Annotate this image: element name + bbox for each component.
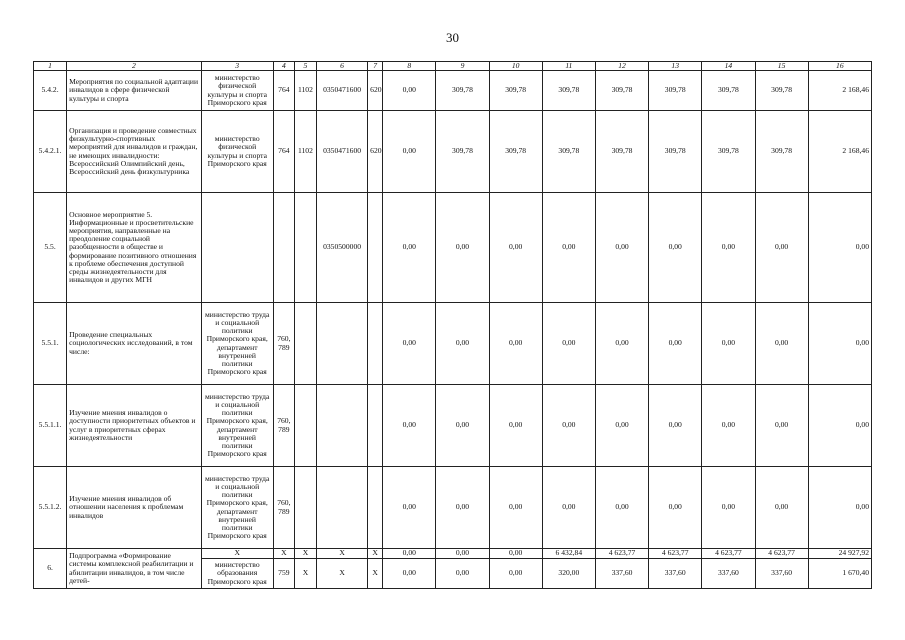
row-executor: министерство труда и социальной политики Приморского края, департамент внутренней политики Приморского края [201, 303, 273, 385]
code-grbs: 760, 789 [273, 385, 294, 467]
value-cell: 0,00 [489, 193, 542, 303]
value-cell: 309,78 [702, 71, 755, 111]
code-expense-type: X [368, 549, 383, 559]
code-target [316, 303, 367, 385]
code-expense-type: 620 [368, 111, 383, 193]
value-cell: 337,60 [755, 559, 808, 589]
budget-table [33, 61, 872, 589]
header-cell: 15 [755, 62, 808, 71]
value-cell: 0,00 [755, 193, 808, 303]
total-cell: 0,00 [808, 193, 871, 303]
code-section [294, 467, 316, 549]
code-target: 0350471600 [316, 71, 367, 111]
value-cell: 337,60 [595, 559, 648, 589]
header-cell: 7 [368, 62, 383, 71]
header-row [34, 62, 872, 71]
value-cell: 0,00 [702, 193, 755, 303]
code-section: 1102 [294, 111, 316, 193]
total-cell: 0,00 [808, 467, 871, 549]
header-cell: 10 [489, 62, 542, 71]
value-cell: 309,78 [649, 111, 702, 193]
code-section [294, 385, 316, 467]
row-executor: министерство труда и социальной политики Приморского края, департамент внутренней политики Приморского края [201, 467, 273, 549]
code-section: 1102 [294, 71, 316, 111]
value-cell: 309,78 [702, 111, 755, 193]
code-grbs: X [273, 549, 294, 559]
value-cell: 0,00 [436, 559, 489, 589]
page-number: 30 [446, 30, 459, 45]
code-target: X [316, 549, 367, 559]
value-cell: 0,00 [383, 467, 436, 549]
header-cell: 14 [702, 62, 755, 71]
value-cell: 4 623,77 [702, 549, 755, 559]
value-cell: 0,00 [649, 385, 702, 467]
code-target [316, 385, 367, 467]
value-cell: 309,78 [489, 71, 542, 111]
row-name: Основное мероприятие 5. Информационные и просветительские мероприятия, направленные на преодоление социальной разобщенности в обществе и формирование позитивного отношения к проблеме обеспечения доступной среды жизнедеятельности для инвалидов и других МГН [67, 193, 201, 303]
code-grbs: 764 [273, 71, 294, 111]
total-cell: 1 670,40 [808, 559, 871, 589]
value-cell: 4 623,77 [755, 549, 808, 559]
value-cell: 0,00 [383, 549, 436, 559]
value-cell: 0,00 [489, 385, 542, 467]
row-name: Проведение специальных социологических исследований, в том числе: [67, 303, 201, 385]
row-executor: министерство образования Приморского края [201, 559, 273, 589]
code-expense-type [368, 303, 383, 385]
total-cell: 0,00 [808, 385, 871, 467]
value-cell: 0,00 [755, 467, 808, 549]
header-cell: 13 [649, 62, 702, 71]
value-cell: 0,00 [542, 385, 595, 467]
header-cell: 9 [436, 62, 489, 71]
code-expense-type: 620 [368, 71, 383, 111]
value-cell: 0,00 [755, 385, 808, 467]
value-cell: 0,00 [702, 385, 755, 467]
header-cell: 4 [273, 62, 294, 71]
code-section [294, 193, 316, 303]
header-cell: 5 [294, 62, 316, 71]
value-cell: 337,60 [702, 559, 755, 589]
row-name: Организация и проведение совместных физкультурно-спортивных мероприятий для инвалидов и граждан, не имеющих инвалидности: Всероссийский Олимпийский день, Всероссийский день физкультурника [67, 111, 201, 193]
value-cell: 309,78 [542, 71, 595, 111]
code-grbs: 764 [273, 111, 294, 193]
value-cell: 4 623,77 [649, 549, 702, 559]
value-cell: 0,00 [595, 385, 648, 467]
code-target: X [316, 559, 367, 589]
header-cell: 6 [316, 62, 367, 71]
value-cell: 0,00 [489, 303, 542, 385]
value-cell: 0,00 [542, 303, 595, 385]
value-cell: 0,00 [595, 303, 648, 385]
value-cell: 0,00 [383, 193, 436, 303]
row-name: Изучение мнения инвалидов об отношении населения к проблемам инвалидов [67, 467, 201, 549]
row-executor: министерство физической культуры и спорта Приморского края [201, 71, 273, 111]
table-row [34, 385, 872, 467]
value-cell: 320,00 [542, 559, 595, 589]
value-cell: 4 623,77 [595, 549, 648, 559]
table-row [34, 71, 872, 111]
value-cell: 0,00 [702, 303, 755, 385]
header-cell: 3 [201, 62, 273, 71]
code-expense-type [368, 467, 383, 549]
value-cell: 309,78 [489, 111, 542, 193]
row-executor: X [201, 549, 273, 559]
code-section [294, 303, 316, 385]
header-cell: 8 [383, 62, 436, 71]
table-row [34, 467, 872, 549]
value-cell: 0,00 [702, 467, 755, 549]
value-cell: 0,00 [595, 193, 648, 303]
code-grbs: 760, 789 [273, 467, 294, 549]
row-number: 5.5.1.2. [34, 467, 67, 549]
total-cell: 2 168,46 [808, 111, 871, 193]
row-executor: министерство физической культуры и спорта Приморского края [201, 111, 273, 193]
value-cell: 309,78 [649, 71, 702, 111]
value-cell: 0,00 [436, 467, 489, 549]
value-cell: 0,00 [489, 559, 542, 589]
value-cell: 337,60 [649, 559, 702, 589]
row-number: 5.5.1. [34, 303, 67, 385]
value-cell: 0,00 [755, 303, 808, 385]
row-executor [201, 193, 273, 303]
value-cell: 309,78 [755, 111, 808, 193]
header-cell: 11 [542, 62, 595, 71]
code-target: 0350471600 [316, 111, 367, 193]
value-cell: 0,00 [383, 559, 436, 589]
value-cell: 0,00 [383, 71, 436, 111]
value-cell: 0,00 [436, 193, 489, 303]
code-grbs: 759 [273, 559, 294, 589]
header-cell: 12 [595, 62, 648, 71]
row-name: Изучение мнения инвалидов о доступности приоритетных объектов и услуг в приоритетных сферах жизнедеятельности [67, 385, 201, 467]
value-cell: 309,78 [542, 111, 595, 193]
value-cell: 0,00 [436, 303, 489, 385]
header-cell: 16 [808, 62, 871, 71]
value-cell: 0,00 [649, 303, 702, 385]
table-row [34, 193, 872, 303]
value-cell: 0,00 [383, 111, 436, 193]
code-grbs: 760, 789 [273, 303, 294, 385]
code-grbs [273, 193, 294, 303]
code-expense-type: X [368, 559, 383, 589]
value-cell: 0,00 [595, 467, 648, 549]
total-cell: 0,00 [808, 303, 871, 385]
total-cell: 24 927,92 [808, 549, 871, 559]
table-row [34, 303, 872, 385]
value-cell: 6 432,84 [542, 549, 595, 559]
code-section: X [294, 559, 316, 589]
value-cell: 0,00 [489, 467, 542, 549]
value-cell: 0,00 [649, 467, 702, 549]
header-cell: 1 [34, 62, 67, 71]
table-row [34, 111, 872, 193]
value-cell: 0,00 [542, 193, 595, 303]
value-cell: 0,00 [489, 549, 542, 559]
value-cell: 309,78 [755, 71, 808, 111]
row-number: 5.4.2. [34, 71, 67, 111]
row-number: 5.5. [34, 193, 67, 303]
row-number: 5.5.1.1. [34, 385, 67, 467]
code-section: X [294, 549, 316, 559]
row-number: 6. [34, 549, 67, 589]
value-cell: 309,78 [595, 71, 648, 111]
value-cell: 0,00 [436, 385, 489, 467]
code-expense-type [368, 193, 383, 303]
value-cell: 0,00 [542, 467, 595, 549]
value-cell: 0,00 [649, 193, 702, 303]
code-target: 0350500000 [316, 193, 367, 303]
value-cell: 309,78 [436, 111, 489, 193]
row-name: Подпрограмма «Формирование системы комплексной реабилитации и абилитации инвалидов, в том числе детей- [67, 549, 201, 589]
code-expense-type [368, 385, 383, 467]
value-cell: 0,00 [436, 549, 489, 559]
row-number: 5.4.2.1. [34, 111, 67, 193]
table-row [34, 549, 872, 559]
value-cell: 0,00 [383, 385, 436, 467]
value-cell: 0,00 [383, 303, 436, 385]
row-name: Мероприятия по социальной адаптации инвалидов в сфере физической культуры и спорта [67, 71, 201, 111]
code-target [316, 467, 367, 549]
row-executor: министерство труда и социальной политики Приморского края, департамент внутренней политики Приморского края [201, 385, 273, 467]
total-cell: 2 168,46 [808, 71, 871, 111]
value-cell: 309,78 [595, 111, 648, 193]
value-cell: 309,78 [436, 71, 489, 111]
header-cell: 2 [67, 62, 201, 71]
